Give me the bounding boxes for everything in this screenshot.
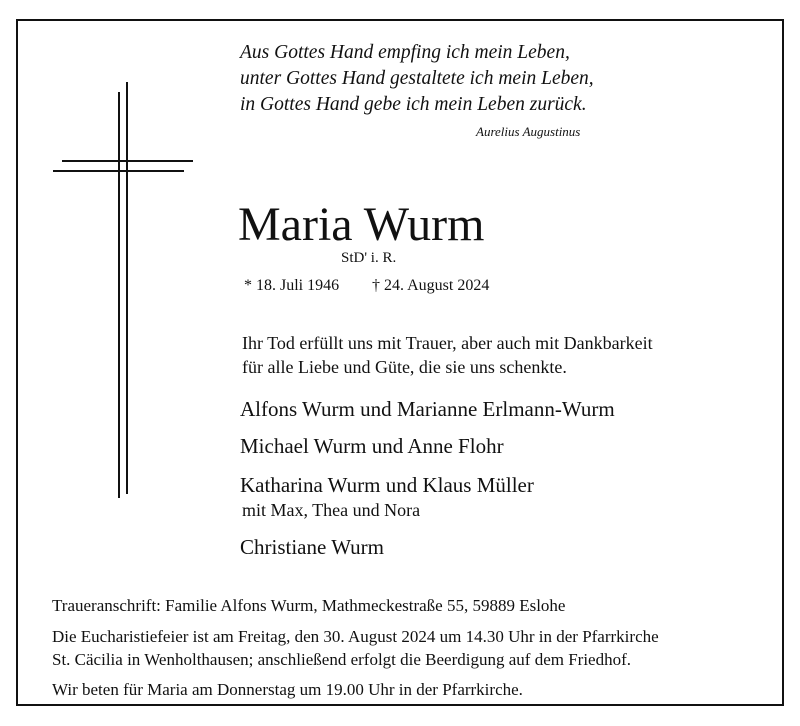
death-date: † 24. August 2024 xyxy=(372,277,490,294)
birth-date: * 18. Juli 1946 xyxy=(244,277,340,294)
family-line-4: Christiane Wurm xyxy=(240,535,384,559)
family-line-1: Alfons Wurm und Marianne Erlmann-Wurm xyxy=(240,397,615,421)
quote-author: Aurelius Augustinus xyxy=(476,124,581,139)
family-line-3-sub: mit Max, Thea und Nora xyxy=(242,500,421,520)
deceased-name: Maria Wurm xyxy=(238,198,485,251)
service-line-1: Die Eucharistiefeier ist am Freitag, den 30. August 2024 um 14.30 Uhr in der Pfarrkirche xyxy=(52,627,659,646)
intro-line-1: Ihr Tod erfüllt uns mit Trauer, aber auch mit Dankbarkeit xyxy=(242,333,653,353)
quote-line-2: unter Gottes Hand gestaltete ich mein Leben, xyxy=(240,68,594,89)
family-line-2: Michael Wurm und Anne Flohr xyxy=(240,434,504,458)
quote xyxy=(240,40,594,118)
family-line-3: Katharina Wurm und Klaus Müller xyxy=(240,473,534,497)
intro-line-2: für alle Liebe und Güte, die sie uns schenkte. xyxy=(242,357,567,377)
quote-line-3: in Gottes Hand gebe ich mein Leben zurück. xyxy=(240,94,587,115)
service-line-2: St. Cäcilia in Wenholthausen; anschließend erfolgt die Beerdigung auf dem Friedhof. xyxy=(52,650,632,669)
intro-text xyxy=(242,331,653,379)
service-info xyxy=(52,625,659,671)
mourning-address: Traueranschrift: Familie Alfons Wurm, Mathmeckestraße 55, 59889 Eslohe xyxy=(52,596,566,615)
deceased-title: StD' i. R. xyxy=(341,250,397,266)
prayer-info: Wir beten für Maria am Donnerstag um 19.00 Uhr in der Pfarrkirche. xyxy=(52,680,523,699)
quote-line-1: Aus Gottes Hand empfing ich mein Leben, xyxy=(240,42,570,63)
